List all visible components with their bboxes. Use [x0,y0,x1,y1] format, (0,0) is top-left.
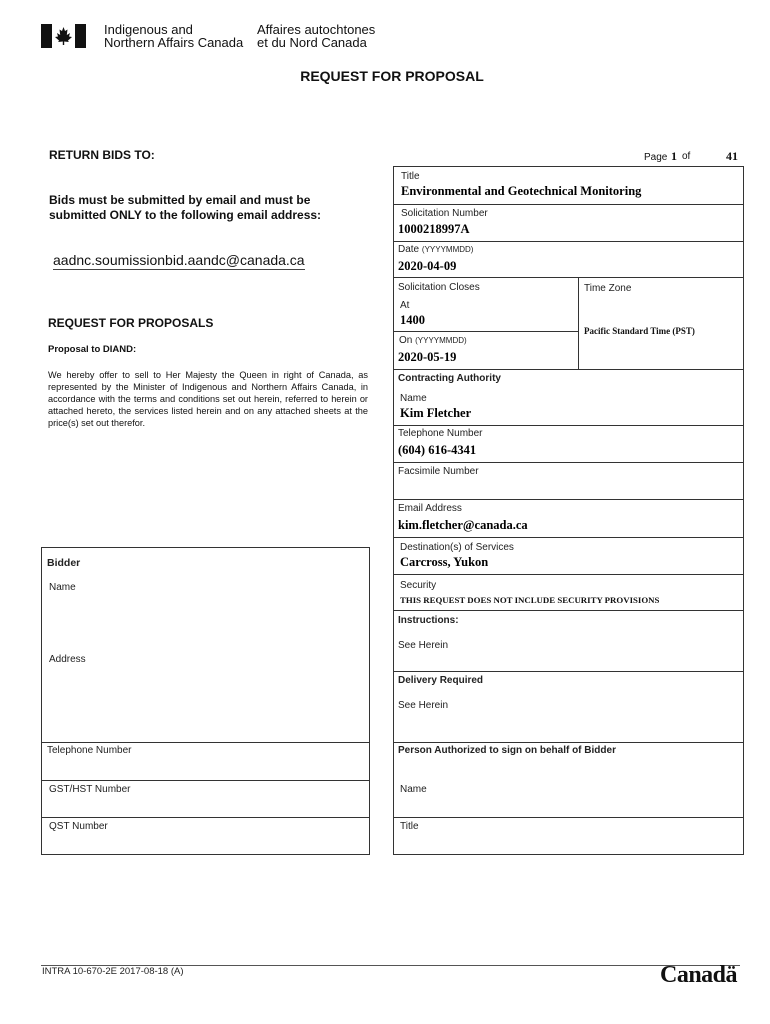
time-zone-label: Time Zone [584,283,632,294]
time-zone-value: Pacific Standard Time (PST) [584,326,695,336]
at-label: At [400,300,410,311]
offer-text: We hereby offer to sell to Her Majesty the Queen in right of Canada, as represented by the Minister of Indigenous and Northern Affairs Canada, in accordance with the terms and conditions set out herein, referred to herein or attached hereto, the services listed herein and on any attached sheets at the price(s) set out therefor. [48,370,368,429]
proposal-to-label: Proposal to DIAND: [48,344,137,355]
form-code: INTRA 10-670-2E 2017-08-18 (A) [42,966,184,977]
email-label: Email Address [398,503,462,514]
on-value: 2020-05-19 [398,350,457,364]
form-title: REQUEST FOR PROPOSAL [300,68,484,84]
department-name-fr: Affaires autochtones et du Nord Canada [257,22,376,50]
canada-flag-logo [41,24,86,48]
solicitation-number-label: Solicitation Number [401,208,488,219]
auth-title-label: Title [400,821,419,832]
solicitation-number-value: 1000218997A [398,222,470,236]
bidder-address-label[interactable]: Address [49,654,86,665]
bidder-box [41,547,370,855]
bids-instruction: Bids must be submitted by email and must be submitted ONLY to the following email address: [49,193,322,222]
maple-leaf-icon [55,27,72,45]
facsimile-label: Facsimile Number [398,466,479,477]
on-label: On (YYYYMMDD) [399,335,467,346]
title-label: Title [401,171,420,182]
total-pages: 41 [726,149,738,163]
contracting-authority-label: Contracting Authority [398,373,501,384]
of-label: of [682,151,691,162]
page-label: Page [644,152,668,163]
date-label: Date (YYYYMMDD) [398,244,474,255]
bidder-gst-label[interactable]: GST/HST Number [49,784,131,795]
bidder-telephone-label[interactable]: Telephone Number [47,745,132,756]
title-value: Environmental and Geotechnical Monitoring [401,184,642,198]
telephone-label: Telephone Number [398,428,483,439]
delivery-label: Delivery Required [398,675,484,686]
date-format: (YYYYMMDD) [421,245,474,254]
canada-wordmark: Canadä [660,962,738,988]
destination-label: Destination(s) of Services [400,542,514,553]
on-format: (YYYYMMDD) [415,336,467,345]
telephone-value: (604) 616-4341 [398,443,477,457]
return-bids-to-label: RETURN BIDS TO: [49,148,155,162]
bidder-heading: Bidder [47,557,81,569]
solicitation-closes-label: Solicitation Closes [398,282,480,293]
person-authorized-box [393,742,744,855]
security-value: THIS REQUEST DOES NOT INCLUDE SECURITY PROVISIONS [400,595,660,605]
instructions-label: Instructions: [398,615,459,626]
bidder-qst-label[interactable]: QST Number [49,821,108,832]
auth-name-label: Name [400,784,427,795]
delivery-value: See Herein [398,700,449,711]
page-number: 1 [671,149,677,163]
at-value: 1400 [400,313,425,327]
date-value: 2020-04-09 [398,259,457,273]
person-authorized-label: Person Authorized to sign on behalf of Bidder [398,745,616,756]
instructions-value: See Herein [398,640,449,651]
bidder-name-label[interactable]: Name [49,582,76,593]
name-value: Kim Fletcher [400,406,472,420]
email-value: kim.fletcher@canada.ca [398,518,528,532]
security-label: Security [400,580,437,591]
return-email-link[interactable]: aadnc.soumissionbid.aandc@canada.ca [53,252,305,268]
security-box [393,574,744,611]
department-name-en: Indigenous and Northern Affairs Canada [104,22,244,50]
destination-value: Carcross, Yukon [400,555,489,569]
name-label: Name [400,393,427,404]
rfp-heading: REQUEST FOR PROPOSALS [48,316,214,330]
